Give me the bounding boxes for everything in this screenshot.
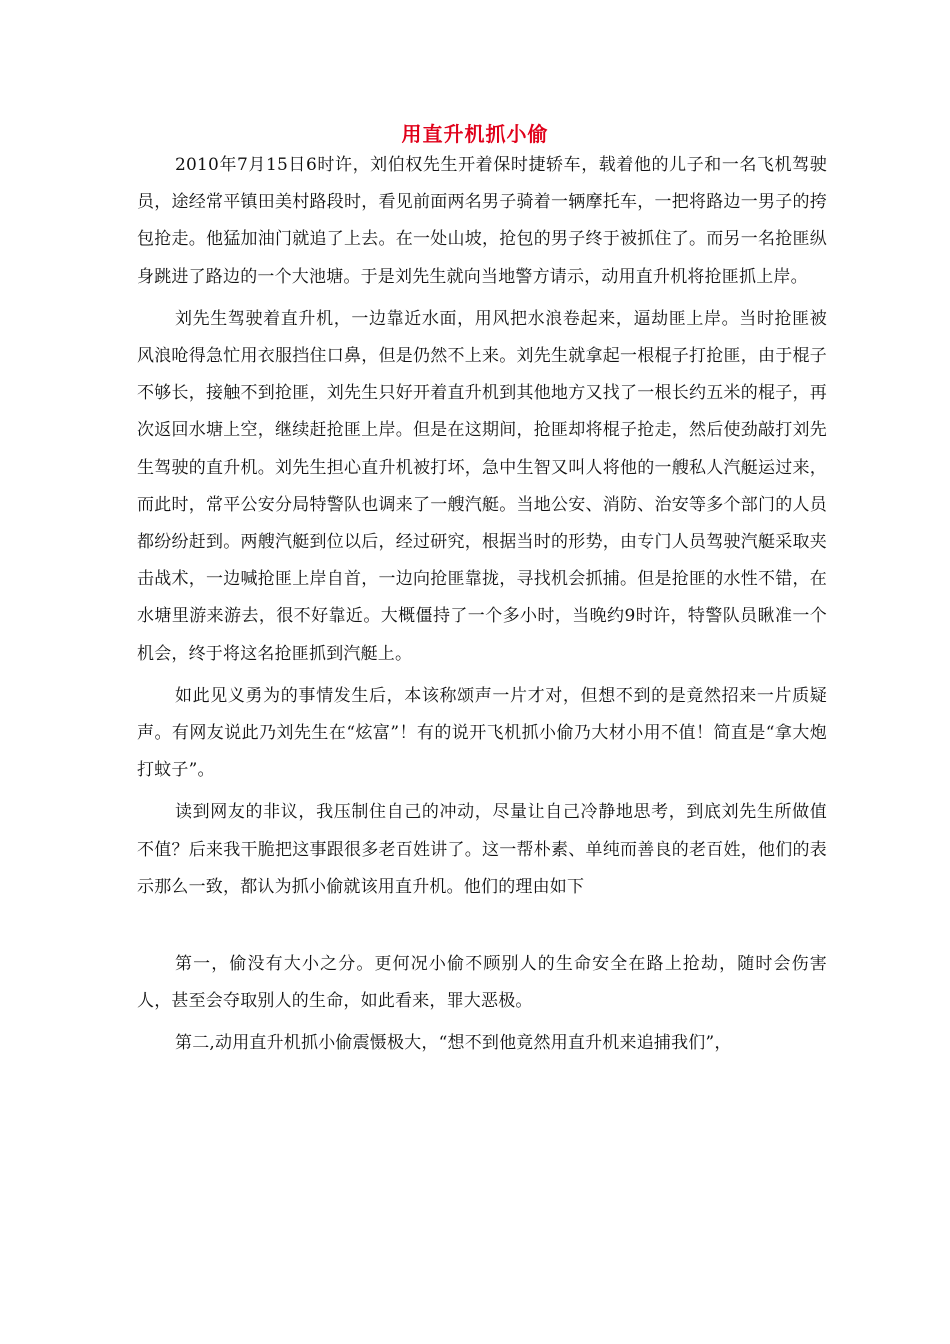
paragraph-spacer: [137, 906, 827, 946]
paragraph-3: 如此见义勇为的事情发生后，本该称颂声一片才对，但想不到的是竟然招来一片质疑声。有网友说此乃刘先生在“炫富”！有的说开飞机抓小偷乃大材小用不值！简直是“拿大炮打蚊子”。: [137, 685, 827, 781]
paragraph-4: 读到网友的非议，我压制住自己的冲动，尽量让自己冷静地思考，到底刘先生所做值不值？后来我干脆把这事跟很多老百姓讲了。这一帮朴素、单纯而善良的老百姓，他们的表示那么一致，都认为抓小偷就该用直升机。他们的理由如下: [137, 802, 827, 897]
document-body: [137, 147, 827, 1063]
paragraph-5: 第一，偷没有大小之分。更何况小偷不顾别人的生命安全在路上抢劫，随时会伤害人，甚至会夺取别人的生命，如此看来，罪大恶极。: [137, 954, 827, 1012]
document-title: 用直升机抓小偷: [401, 122, 549, 146]
paragraph-1: 2010年7月15日6时许，刘伯权先生开着保时捷轿车，载着他的儿子和一名飞机驾驶员，途经常平镇田美村路段时，看见前面两名男子骑着一辆摩托车，一把将路边一男子的挎包抢走。他猛加油门就追了上去。在一处山坡，抢包的男子终于被抓住了。而另一名抢匪纵身跳进了路边的一个大池塘。于是刘先生就向当地警方请示，动用直升机将抢匪抓上岸。: [137, 155, 827, 287]
paragraph-6: 第二,动用直升机抓小偷震慑极大，“想不到他竟然用直升机来追捕我们”，: [175, 1033, 732, 1054]
paragraph-2: 刘先生驾驶着直升机，一边靠近水面，用风把水浪卷起来，逼劫匪上岸。当时抢匪被风浪呛得急忙用衣服挡住口鼻，但是仍然不上来。刘先生就拿起一根棍子打抢匪，由于棍子不够长，接触不到抢匪，刘先生只好开着直升机到其他地方又找了一根长约五米的棍子，再次返回水塘上空，继续赶抢匪上岸。但是在这期间，抢匪却将棍子抢走，然后使劲敲打刘先生驾驶的直升机。刘先生担心直升机被打坏，急中生智又叫人将他的一艘私人汽艇运过来，而此时，常平公安分局特警队也调来了一艘汽艇。当地公安、消防、治安等多个部门的人员都纷纷赶到。两艘汽艇到位以后，经过研究，根据当时的形势，由专门人员驾驶汽艇采取夹击战术，一边喊抢匪上岸自首，一边向抢匪靠拢，寻找机会抓捕。但是抢匪的水性不错，在水塘里游来游去，很不好靠近。大概僵持了一个多小时，当晚约9时许，特警队员瞅准一个机会，终于将这名抢匪抓到汽艇上。: [137, 308, 827, 664]
